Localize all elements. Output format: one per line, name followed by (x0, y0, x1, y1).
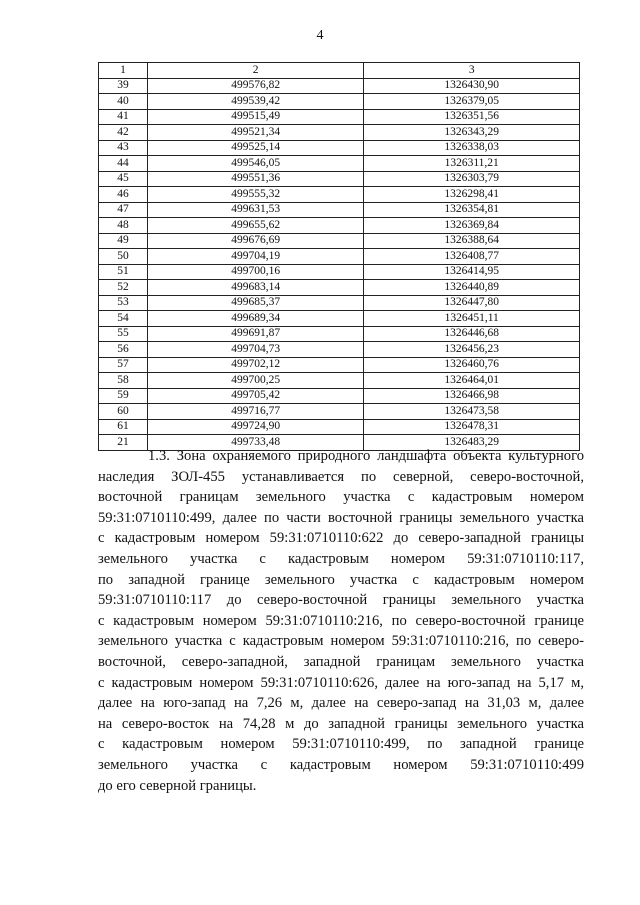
paragraph-line: восточной, северо-западной, западной границам земельного участка (98, 653, 584, 670)
y-coordinate-cell: 1326298,41 (364, 187, 580, 203)
point-number-cell: 53 (99, 295, 148, 311)
column-header-point: 1 (99, 63, 148, 79)
y-coordinate-cell: 1326379,05 (364, 94, 580, 110)
page-number: 4 (316, 28, 324, 43)
y-coordinate-cell: 1326388,64 (364, 233, 580, 249)
table-row (99, 94, 580, 110)
y-coordinate-cell: 1326414,95 (364, 264, 580, 280)
coordinates-table (98, 62, 580, 451)
y-coordinate-cell: 1326483,29 (364, 435, 580, 451)
column-header-y: 3 (364, 63, 580, 79)
table-row (99, 388, 580, 404)
y-coordinate-cell: 1326464,01 (364, 373, 580, 389)
point-number-cell: 42 (99, 125, 148, 141)
x-coordinate-cell: 499702,12 (147, 357, 364, 373)
paragraph-line: с кадастровым номером 59:31:0710110:626, далее на юго-запад на 5,17 м, (98, 674, 584, 691)
point-number-cell: 45 (99, 171, 148, 187)
x-coordinate-cell: 499733,48 (147, 435, 364, 451)
x-coordinate-cell: 499689,34 (147, 311, 364, 327)
paragraph-line: до его северной границы. (98, 777, 257, 794)
paragraph-line: 59:31:0710110:117 до северо-восточной границы земельного участка (98, 592, 584, 609)
x-coordinate-cell: 499724,90 (147, 419, 364, 435)
y-coordinate-cell: 1326430,90 (364, 78, 580, 94)
point-number-cell: 60 (99, 404, 148, 420)
table-row (99, 233, 580, 249)
table-row (99, 202, 580, 218)
paragraph-line: 59:31:0710110:499, далее по части восточной границы земельного участка (98, 509, 584, 526)
x-coordinate-cell: 499700,16 (147, 264, 364, 280)
table-row (99, 171, 580, 187)
paragraph-line: земельного участка с кадастровым номером 59:31:0710110:117, (98, 550, 584, 567)
x-coordinate-cell: 499683,14 (147, 280, 364, 296)
point-number-cell: 47 (99, 202, 148, 218)
column-header-x: 2 (147, 63, 364, 79)
table-body (99, 78, 580, 450)
paragraph-line: по западной границе земельного участка с кадастровым номером (98, 571, 584, 588)
point-number-cell: 39 (99, 78, 148, 94)
table-row (99, 78, 580, 94)
point-number-cell: 21 (99, 435, 148, 451)
y-coordinate-cell: 1326369,84 (364, 218, 580, 234)
x-coordinate-cell: 499655,62 (147, 218, 364, 234)
x-coordinate-cell: 499525,14 (147, 140, 364, 156)
paragraph-line: 1.3. Зона охраняемого природного ландшафта объекта культурного (148, 448, 584, 464)
y-coordinate-cell: 1326343,29 (364, 125, 580, 141)
table-header-row (99, 63, 580, 79)
table-row (99, 404, 580, 420)
y-coordinate-cell: 1326311,21 (364, 156, 580, 172)
x-coordinate-cell: 499700,25 (147, 373, 364, 389)
paragraph-line: на северо-восток на 74,28 м до западной границы земельного участка (98, 715, 584, 732)
y-coordinate-cell: 1326338,03 (364, 140, 580, 156)
point-number-cell: 41 (99, 109, 148, 125)
x-coordinate-cell: 499515,49 (147, 109, 364, 125)
point-number-cell: 50 (99, 249, 148, 265)
point-number-cell: 59 (99, 388, 148, 404)
x-coordinate-cell: 499691,87 (147, 326, 364, 342)
paragraph-line: восточной границам земельного участка с кадастровым номером (98, 489, 584, 506)
y-coordinate-cell: 1326440,89 (364, 280, 580, 296)
table-row (99, 280, 580, 296)
point-number-cell: 48 (99, 218, 148, 234)
point-number-cell: 55 (99, 326, 148, 342)
table-row (99, 187, 580, 203)
x-coordinate-cell: 499521,34 (147, 125, 364, 141)
paragraph-line: земельного участка с кадастровым номером 59:31:0710110:499 (98, 756, 584, 773)
y-coordinate-cell: 1326447,80 (364, 295, 580, 311)
paragraph-line: с кадастровым номером 59:31:0710110:499, по западной границе (98, 736, 584, 753)
paragraph-line: земельного участка с кадастровым номером 59:31:0710110:216, по северо- (98, 633, 584, 650)
paragraph-line: с кадастровым номером 59:31:0710110:216, по северо-восточной границе (98, 612, 584, 629)
table-row (99, 156, 580, 172)
y-coordinate-cell: 1326460,76 (364, 357, 580, 373)
y-coordinate-cell: 1326446,68 (364, 326, 580, 342)
table-row (99, 311, 580, 327)
point-number-cell: 43 (99, 140, 148, 156)
y-coordinate-cell: 1326451,11 (364, 311, 580, 327)
table-row (99, 295, 580, 311)
x-coordinate-cell: 499705,42 (147, 388, 364, 404)
point-number-cell: 56 (99, 342, 148, 358)
paragraph-1-3 (98, 446, 584, 796)
point-number-cell: 51 (99, 264, 148, 280)
paragraph-line: далее на юго-запад на 7,26 м, далее на северо-запад на 31,03 м, далее (98, 695, 584, 712)
point-number-cell: 57 (99, 357, 148, 373)
x-coordinate-cell: 499704,73 (147, 342, 364, 358)
table-row (99, 249, 580, 265)
point-number-cell: 54 (99, 311, 148, 327)
y-coordinate-cell: 1326456,23 (364, 342, 580, 358)
x-coordinate-cell: 499704,19 (147, 249, 364, 265)
table-row (99, 326, 580, 342)
x-coordinate-cell: 499576,82 (147, 78, 364, 94)
y-coordinate-cell: 1326478,31 (364, 419, 580, 435)
point-number-cell: 58 (99, 373, 148, 389)
point-number-cell: 40 (99, 94, 148, 110)
point-number-cell: 46 (99, 187, 148, 203)
point-number-cell: 49 (99, 233, 148, 249)
y-coordinate-cell: 1326408,77 (364, 249, 580, 265)
y-coordinate-cell: 1326466,98 (364, 388, 580, 404)
y-coordinate-cell: 1326303,79 (364, 171, 580, 187)
paragraph-line: с кадастровым номером 59:31:0710110:622 до северо-западной границы (98, 530, 584, 547)
x-coordinate-cell: 499676,69 (147, 233, 364, 249)
y-coordinate-cell: 1326354,81 (364, 202, 580, 218)
x-coordinate-cell: 499551,36 (147, 171, 364, 187)
x-coordinate-cell: 499539,42 (147, 94, 364, 110)
x-coordinate-cell: 499555,32 (147, 187, 364, 203)
table-row (99, 140, 580, 156)
x-coordinate-cell: 499631,53 (147, 202, 364, 218)
table-row (99, 264, 580, 280)
table-row (99, 373, 580, 389)
table-row (99, 125, 580, 141)
table-row (99, 419, 580, 435)
y-coordinate-cell: 1326473,58 (364, 404, 580, 420)
table-row (99, 357, 580, 373)
table-row (99, 218, 580, 234)
point-number-cell: 61 (99, 419, 148, 435)
x-coordinate-cell: 499546,05 (147, 156, 364, 172)
x-coordinate-cell: 499685,37 (147, 295, 364, 311)
table-row (99, 342, 580, 358)
y-coordinate-cell: 1326351,56 (364, 109, 580, 125)
point-number-cell: 44 (99, 156, 148, 172)
table-row (99, 109, 580, 125)
point-number-cell: 52 (99, 280, 148, 296)
x-coordinate-cell: 499716,77 (147, 404, 364, 420)
paragraph-line: наследия ЗОЛ-455 устанавливается по северной, северо-восточной, (98, 468, 584, 485)
